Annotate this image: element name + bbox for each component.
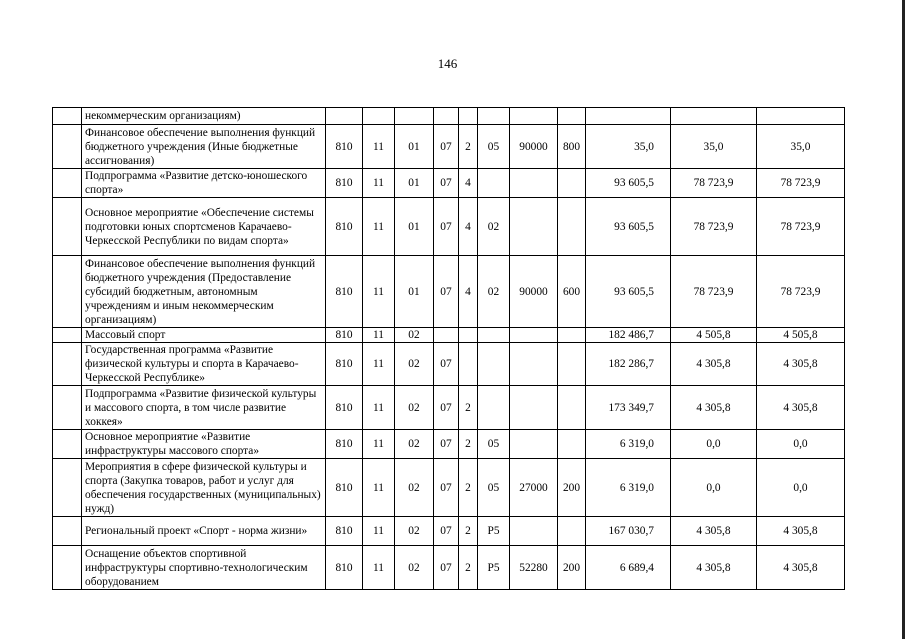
program-cell: 07 <box>434 256 459 328</box>
expense-type-cell <box>558 198 586 256</box>
subsection-cell: 02 <box>395 386 434 430</box>
subprogram-cell: 4 <box>459 198 478 256</box>
program-cell: 07 <box>434 430 459 459</box>
expense-type-cell <box>558 430 586 459</box>
grbs-cell: 810 <box>326 386 363 430</box>
event-cell: 05 <box>478 125 510 169</box>
table-row <box>53 198 845 256</box>
sum-year1-cell: 35,0 <box>586 125 671 169</box>
program-cell: 07 <box>434 198 459 256</box>
grbs-cell: 810 <box>326 125 363 169</box>
direction-cell <box>510 430 558 459</box>
subsection-cell <box>395 108 434 125</box>
item-name-cell: Подпрограмма «Развитие детско-юношеского спорта» <box>82 169 326 198</box>
expense-type-cell: 200 <box>558 459 586 517</box>
item-name-cell: Основное мероприятие «Развитие инфраструктуры массового спорта» <box>82 430 326 459</box>
sum-year1-cell: 182 486,7 <box>586 328 671 343</box>
table-row <box>53 546 845 590</box>
direction-cell <box>510 517 558 546</box>
sum-year2-cell: 78 723,9 <box>671 256 757 328</box>
subsection-cell: 02 <box>395 546 434 590</box>
row-margin-cell <box>53 198 82 256</box>
sum-year1-cell: 93 605,5 <box>586 169 671 198</box>
event-cell: 05 <box>478 430 510 459</box>
table-row <box>53 256 845 328</box>
sum-year2-cell: 4 305,8 <box>671 546 757 590</box>
program-cell: 07 <box>434 169 459 198</box>
subsection-cell: 02 <box>395 328 434 343</box>
row-margin-cell <box>53 459 82 517</box>
grbs-cell: 810 <box>326 546 363 590</box>
section-cell: 11 <box>363 459 395 517</box>
subsection-cell: 01 <box>395 169 434 198</box>
section-cell: 11 <box>363 386 395 430</box>
grbs-cell: 810 <box>326 459 363 517</box>
item-name-cell: Основное мероприятие «Обеспечение системы подготовки юных спортсменов Карачаево-Черкесской Республики по видам спорта» <box>82 198 326 256</box>
sum-year1-cell: 6 689,4 <box>586 546 671 590</box>
section-cell: 11 <box>363 125 395 169</box>
section-cell <box>363 108 395 125</box>
sum-year2-cell <box>671 108 757 125</box>
sum-year2-cell: 0,0 <box>671 459 757 517</box>
table-row <box>53 343 845 386</box>
table-body <box>53 108 845 590</box>
expense-type-cell <box>558 328 586 343</box>
table-row <box>53 459 845 517</box>
item-name-cell: некоммерческим организациям) <box>82 108 326 125</box>
direction-cell: 90000 <box>510 256 558 328</box>
expense-type-cell: 800 <box>558 125 586 169</box>
item-name-cell: Региональный проект «Спорт - норма жизни» <box>82 517 326 546</box>
grbs-cell: 810 <box>326 328 363 343</box>
direction-cell <box>510 198 558 256</box>
sum-year3-cell <box>757 108 845 125</box>
program-cell: 07 <box>434 125 459 169</box>
subsection-cell: 02 <box>395 459 434 517</box>
item-name-cell: Подпрограмма «Развитие физической культуры и массового спорта, в том числе развитие хоккея» <box>82 386 326 430</box>
sum-year3-cell: 4 305,8 <box>757 343 845 386</box>
section-cell: 11 <box>363 169 395 198</box>
sum-year3-cell: 4 305,8 <box>757 386 845 430</box>
event-cell: 05 <box>478 459 510 517</box>
direction-cell: 52280 <box>510 546 558 590</box>
section-cell: 11 <box>363 517 395 546</box>
expense-type-cell <box>558 386 586 430</box>
sum-year3-cell: 78 723,9 <box>757 256 845 328</box>
grbs-cell <box>326 108 363 125</box>
subprogram-cell: 2 <box>459 386 478 430</box>
program-cell: 07 <box>434 343 459 386</box>
item-name-cell: Оснащение объектов спортивной инфраструктуры спортивно-технологическим оборудованием <box>82 546 326 590</box>
sum-year3-cell: 78 723,9 <box>757 169 845 198</box>
direction-cell: 90000 <box>510 125 558 169</box>
subsection-cell: 02 <box>395 343 434 386</box>
sum-year2-cell: 78 723,9 <box>671 169 757 198</box>
budget-table <box>52 107 845 590</box>
expense-type-cell: 200 <box>558 546 586 590</box>
section-cell: 11 <box>363 328 395 343</box>
sum-year3-cell: 0,0 <box>757 430 845 459</box>
program-cell: 07 <box>434 459 459 517</box>
row-margin-cell <box>53 108 82 125</box>
event-cell: 02 <box>478 256 510 328</box>
sum-year2-cell: 78 723,9 <box>671 198 757 256</box>
subprogram-cell <box>459 343 478 386</box>
row-margin-cell <box>53 328 82 343</box>
direction-cell <box>510 169 558 198</box>
direction-cell <box>510 328 558 343</box>
sum-year1-cell: 6 319,0 <box>586 459 671 517</box>
table-row <box>53 328 845 343</box>
subsection-cell: 01 <box>395 198 434 256</box>
item-name-cell: Финансовое обеспечение выполнения функций бюджетного учреждения (Иные бюджетные ассигнования) <box>82 125 326 169</box>
subsection-cell: 02 <box>395 517 434 546</box>
sum-year1-cell: 167 030,7 <box>586 517 671 546</box>
subsection-cell: 02 <box>395 430 434 459</box>
subprogram-cell: 2 <box>459 459 478 517</box>
subprogram-cell <box>459 328 478 343</box>
sum-year1-cell: 173 349,7 <box>586 386 671 430</box>
sum-year2-cell: 4 305,8 <box>671 343 757 386</box>
subprogram-cell: 2 <box>459 546 478 590</box>
section-cell: 11 <box>363 546 395 590</box>
expense-type-cell <box>558 517 586 546</box>
subprogram-cell: 4 <box>459 256 478 328</box>
direction-cell <box>510 108 558 125</box>
program-cell: 07 <box>434 546 459 590</box>
direction-cell: 27000 <box>510 459 558 517</box>
direction-cell <box>510 386 558 430</box>
row-margin-cell <box>53 386 82 430</box>
grbs-cell: 810 <box>326 517 363 546</box>
row-margin-cell <box>53 343 82 386</box>
subprogram-cell: 2 <box>459 430 478 459</box>
grbs-cell: 810 <box>326 430 363 459</box>
event-cell <box>478 328 510 343</box>
event-cell: 02 <box>478 198 510 256</box>
direction-cell <box>510 343 558 386</box>
row-margin-cell <box>53 125 82 169</box>
sum-year2-cell: 4 305,8 <box>671 386 757 430</box>
program-cell <box>434 108 459 125</box>
subprogram-cell: 2 <box>459 517 478 546</box>
section-cell: 11 <box>363 430 395 459</box>
section-cell: 11 <box>363 198 395 256</box>
program-cell <box>434 328 459 343</box>
row-margin-cell <box>53 430 82 459</box>
table-row <box>53 125 845 169</box>
event-cell <box>478 169 510 198</box>
table-row <box>53 386 845 430</box>
row-margin-cell <box>53 169 82 198</box>
sum-year1-cell <box>586 108 671 125</box>
event-cell: P5 <box>478 517 510 546</box>
row-margin-cell <box>53 546 82 590</box>
program-cell: 07 <box>434 386 459 430</box>
subsection-cell: 01 <box>395 125 434 169</box>
event-cell: P5 <box>478 546 510 590</box>
table-row <box>53 430 845 459</box>
event-cell <box>478 108 510 125</box>
sum-year3-cell: 4 305,8 <box>757 546 845 590</box>
grbs-cell: 810 <box>326 169 363 198</box>
item-name-cell: Массовый спорт <box>82 328 326 343</box>
item-name-cell: Мероприятия в сфере физической культуры и спорта (Закупка товаров, работ и услуг для обеспечения государственных (муниципальных) нужд) <box>82 459 326 517</box>
program-cell: 07 <box>434 517 459 546</box>
subsection-cell: 01 <box>395 256 434 328</box>
sum-year1-cell: 182 286,7 <box>586 343 671 386</box>
table-row <box>53 517 845 546</box>
sum-year3-cell: 78 723,9 <box>757 198 845 256</box>
section-cell: 11 <box>363 256 395 328</box>
sum-year2-cell: 35,0 <box>671 125 757 169</box>
sum-year2-cell: 0,0 <box>671 430 757 459</box>
expense-type-cell <box>558 108 586 125</box>
subprogram-cell: 4 <box>459 169 478 198</box>
event-cell <box>478 343 510 386</box>
expense-type-cell <box>558 343 586 386</box>
subprogram-cell: 2 <box>459 125 478 169</box>
event-cell <box>478 386 510 430</box>
grbs-cell: 810 <box>326 256 363 328</box>
row-margin-cell <box>53 517 82 546</box>
sum-year1-cell: 6 319,0 <box>586 430 671 459</box>
item-name-cell: Государственная программа «Развитие физической культуры и спорта в Карачаево-Черкесской Республике» <box>82 343 326 386</box>
sum-year3-cell: 4 305,8 <box>757 517 845 546</box>
sum-year3-cell: 35,0 <box>757 125 845 169</box>
page-number: 146 <box>437 56 458 71</box>
sum-year2-cell: 4 505,8 <box>671 328 757 343</box>
grbs-cell: 810 <box>326 343 363 386</box>
sum-year1-cell: 93 605,5 <box>586 198 671 256</box>
row-margin-cell <box>53 256 82 328</box>
subprogram-cell <box>459 108 478 125</box>
sum-year3-cell: 0,0 <box>757 459 845 517</box>
item-name-cell: Финансовое обеспечение выполнения функций бюджетного учреждения (Предоставление субсидий бюджетным, автономным учреждениям и иным некоммерческим организациям) <box>82 256 326 328</box>
section-cell: 11 <box>363 343 395 386</box>
sum-year1-cell: 93 605,5 <box>586 256 671 328</box>
grbs-cell: 810 <box>326 198 363 256</box>
sum-year3-cell: 4 505,8 <box>757 328 845 343</box>
table-row <box>53 169 845 198</box>
expense-type-cell <box>558 169 586 198</box>
sum-year2-cell: 4 305,8 <box>671 517 757 546</box>
table-row <box>53 108 845 125</box>
expense-type-cell: 600 <box>558 256 586 328</box>
